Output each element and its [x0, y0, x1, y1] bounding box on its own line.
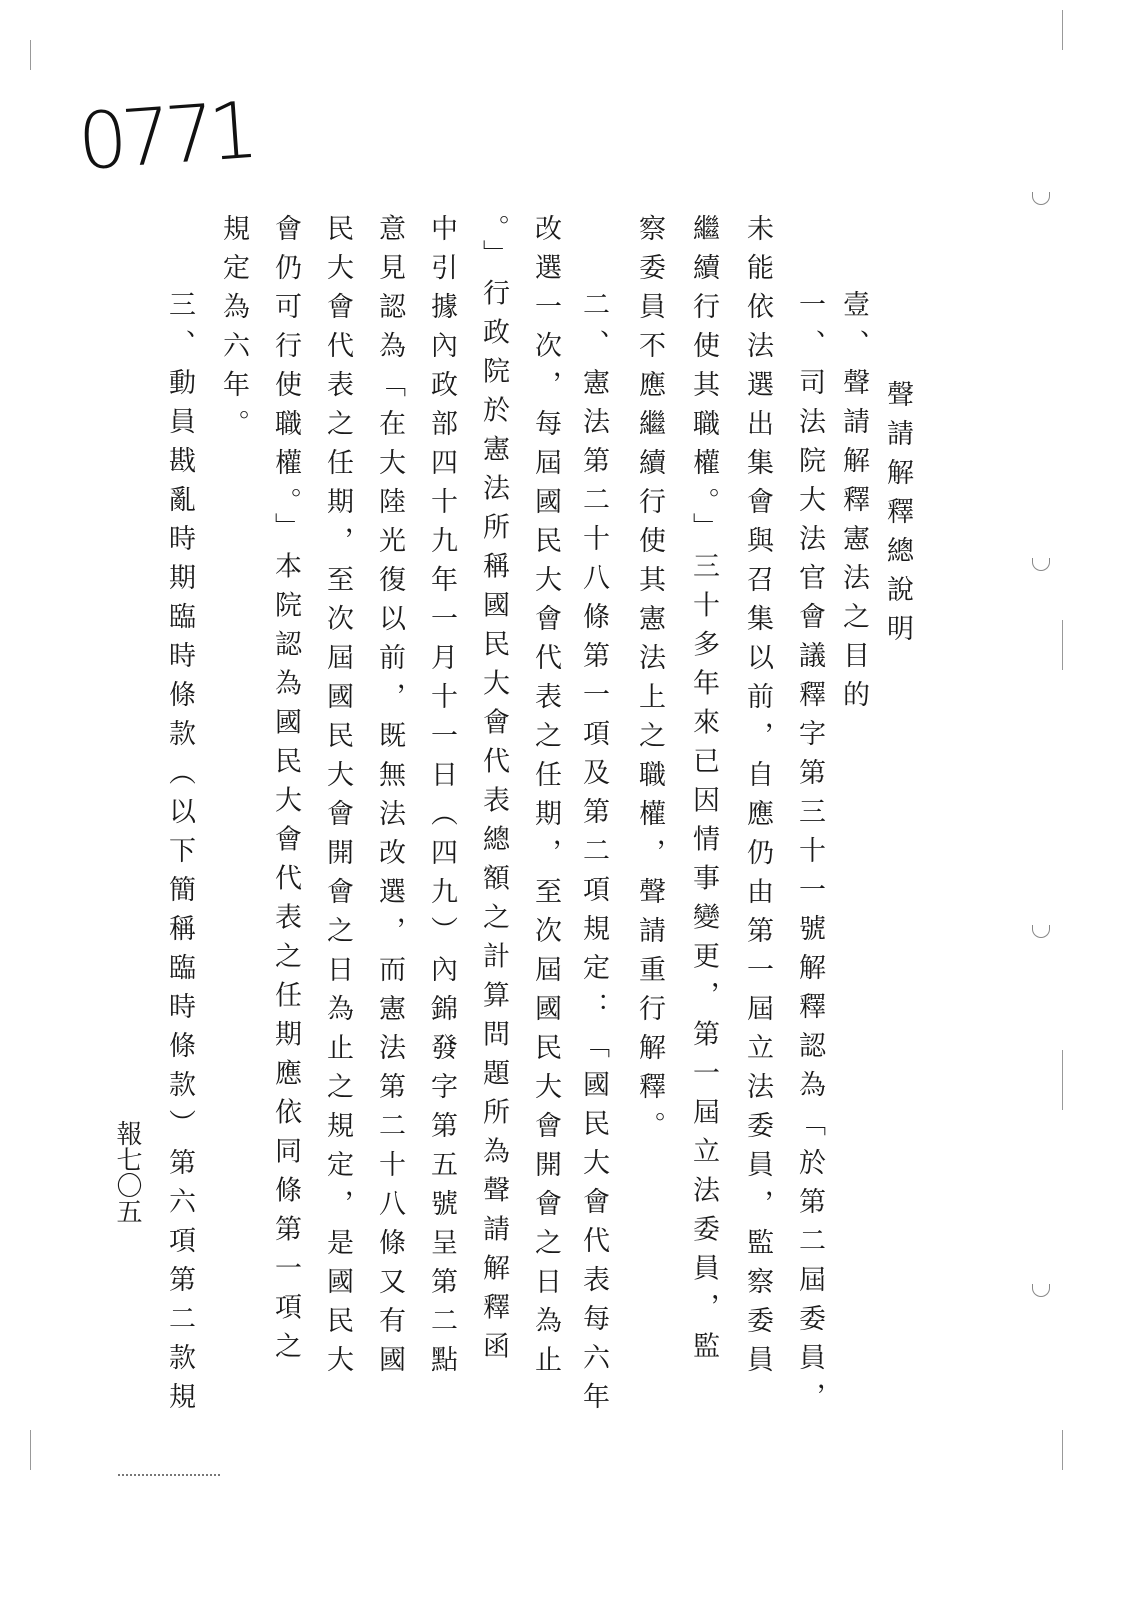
scan-edge-mark — [1062, 10, 1063, 50]
punch-hole-mark — [1032, 1284, 1050, 1297]
text-column: 會仍可行使職權。」本院認為國民大會代表之任期應依同條第一項之 — [270, 214, 301, 1371]
text-column: 中引據內政部四十九年一月十一日（四九）內錦發字第五號呈第二點 — [426, 214, 457, 1384]
text-column: 三、動員戡亂時期臨時條款（以下簡稱臨時條款）第六項第二款規 — [164, 290, 195, 1421]
scan-artifact-line — [118, 1474, 220, 1476]
scan-edge-mark — [1062, 620, 1063, 670]
text-column: 一、司法院大法官會議釋字第三十一號解釋認為「於第二屆委員， — [794, 290, 825, 1421]
text-column: 民大會代表之任期，至次屆國民大會開會之日為止之規定，是國民大 — [322, 214, 353, 1384]
scan-edge-mark — [30, 40, 31, 70]
text-column: 二、憲法第二十八條第一項及第二項規定：「國民大會代表每六年 — [578, 290, 609, 1421]
text-column: 未能依法選出集會與召集以前，自應仍由第一屆立法委員，監察委員 — [742, 214, 773, 1384]
text-column: 。」行政院於憲法所稱國民大會代表總額之計算問題所為聲請解釋函 — [478, 214, 509, 1371]
scan-edge-mark — [1062, 1430, 1063, 1470]
page-number: 報七〇五 — [112, 1120, 142, 1224]
text-column: 繼續行使其職權。」三十多年來已因情事變更，第一屆立法委員，監 — [688, 214, 719, 1371]
punch-hole-mark — [1032, 558, 1050, 571]
punch-hole-mark — [1032, 925, 1050, 938]
scan-edge-mark — [1062, 1050, 1063, 1110]
handwritten-page-number: 0771 — [75, 86, 256, 188]
text-column: 意見認為「在大陸光復以前，既無法改選，而憲法第二十八條又有國 — [374, 214, 405, 1384]
text-column: 察委員不應繼續行使其憲法上之職權，聲請重行解釋。 — [634, 214, 665, 1150]
text-column: 規定為六年。 — [218, 214, 249, 448]
heading-column: 聲請解釋總說明 — [882, 380, 913, 653]
text-column: 改選一次，每屆國民大會代表之任期，至次屆國民大會開會之日為止 — [530, 214, 561, 1384]
scan-edge-mark — [30, 1430, 31, 1470]
punch-hole-mark — [1032, 192, 1050, 205]
section-heading-column: 壹、聲請解釋憲法之目的 — [838, 290, 869, 719]
